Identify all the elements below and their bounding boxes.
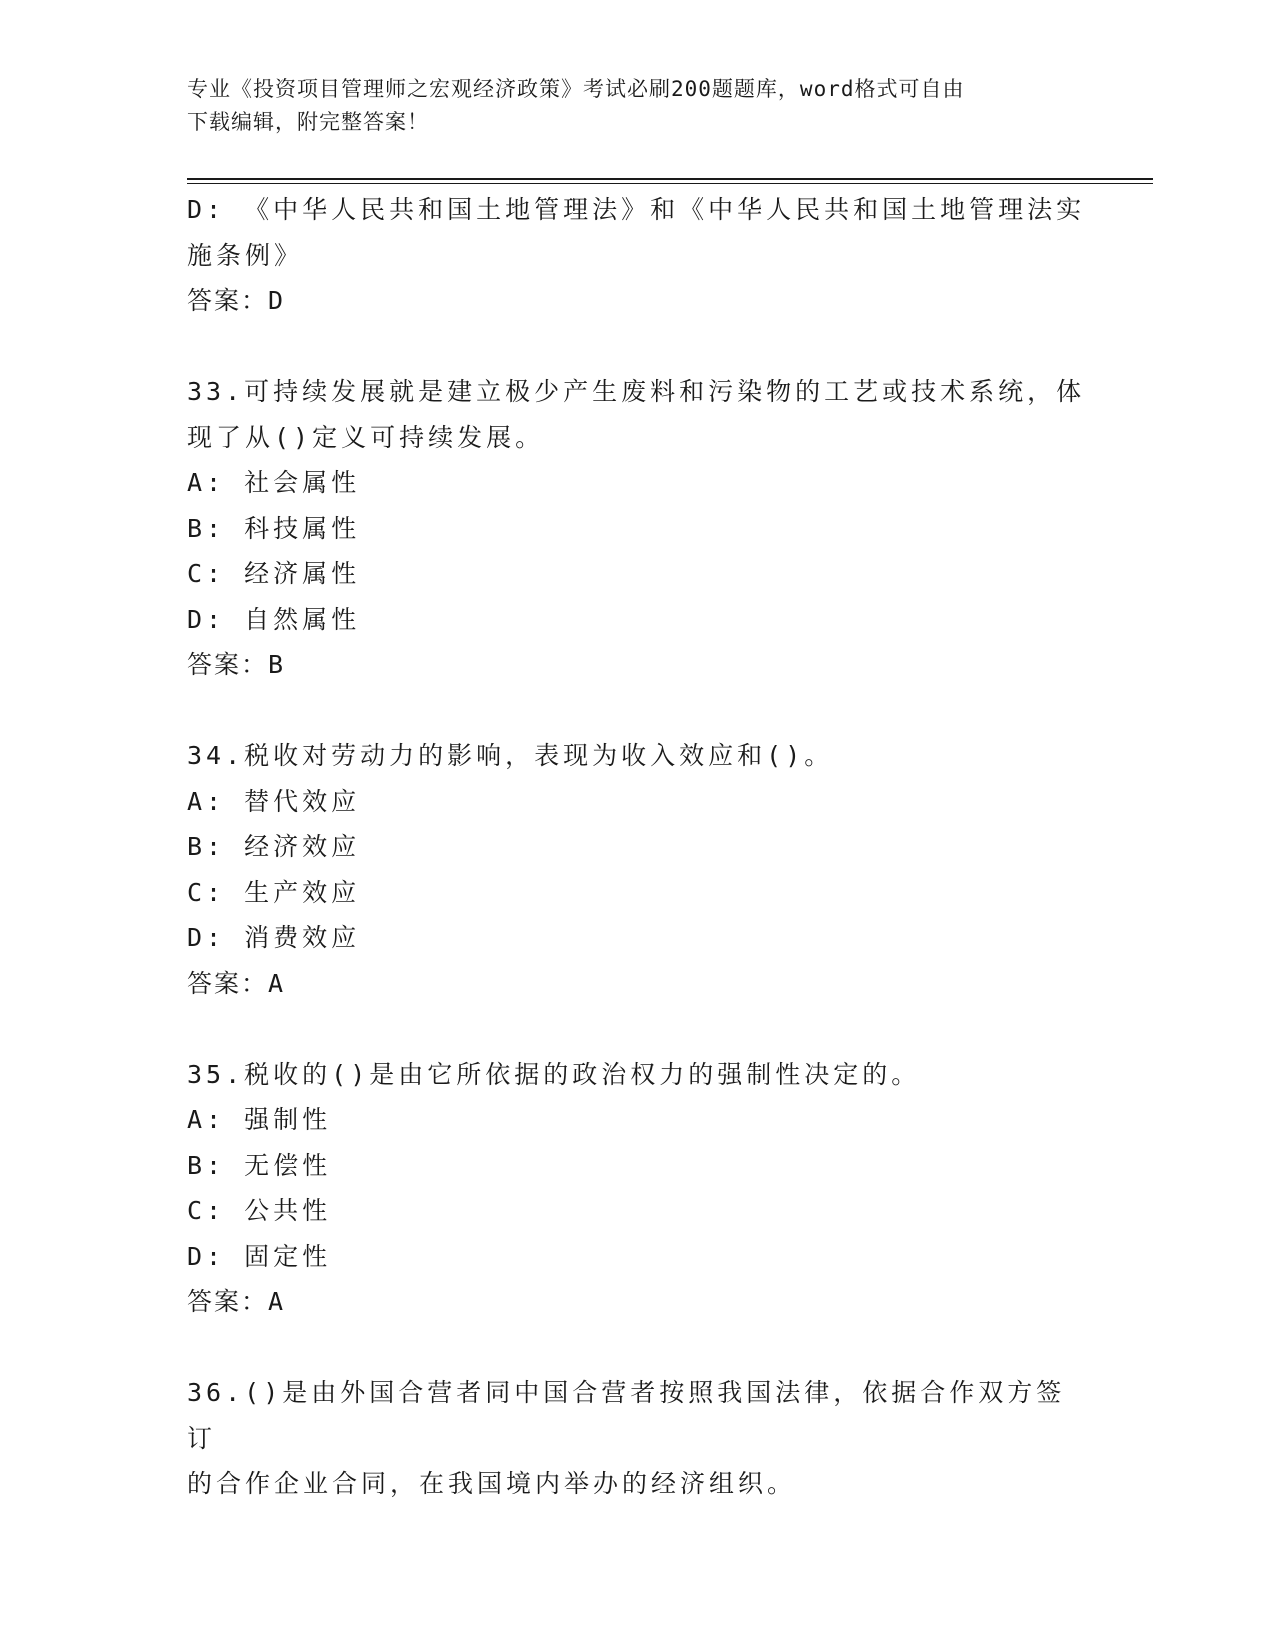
question-33: [187, 369, 1087, 688]
question-stem-continued: 的合作企业合同，在我国境内举办的经济组织。: [187, 1469, 797, 1498]
option-a: A: 强制性: [187, 1105, 332, 1134]
spacer: [187, 1325, 1087, 1371]
option-d: D: 固定性: [187, 1241, 332, 1271]
question-stem-continued: 现了从()定义可持续发展。: [187, 422, 545, 452]
header-title-line-2: 下载编辑，附完整答案！: [187, 110, 429, 134]
question-34: [187, 733, 1087, 1006]
option-d: D: 《中华人民共和国土地管理法》和《中华人民共和国土地管理法实: [187, 195, 1086, 224]
answer-line: 答案：A: [187, 968, 286, 998]
option-d: D: 消费效应: [187, 923, 361, 952]
option-b: B: 科技属性: [187, 513, 361, 543]
answer-line: 答案：D: [187, 286, 286, 315]
option-c: C: 生产效应: [187, 877, 361, 907]
option-c: C: 公共性: [187, 1196, 332, 1225]
spacer: [187, 324, 1087, 370]
option-b: B: 无偿性: [187, 1150, 332, 1180]
option-a: A: 替代效应: [187, 786, 361, 816]
header-divider-thin: [187, 183, 1153, 184]
option-b: B: 经济效应: [187, 832, 361, 861]
document-header: [187, 73, 1067, 139]
option-d-continued: 施条例》: [187, 240, 304, 270]
question-stem: 33.可持续发展就是建立极少产生废料和污染物的工艺或技术系统，体: [187, 377, 1086, 406]
spacer: [187, 688, 1087, 734]
question-stem: 36.()是由外国合营者同中国合营者按照我国法律，依据合作双方签订: [187, 1378, 1066, 1453]
question-36: [187, 1370, 1087, 1507]
header-title-line-1: 专业《投资项目管理师之宏观经济政策》考试必刷200题题库，word格式可自由: [187, 77, 965, 101]
question-stem: 34.税收对劳动力的影响，表现为收入效应和()。: [187, 741, 834, 770]
question-32-continuation: [187, 187, 1087, 324]
option-a: A: 社会属性: [187, 468, 361, 497]
option-d: D: 自然属性: [187, 604, 361, 634]
question-stem: 35.税收的()是由它所依据的政治权力的强制性决定的。: [187, 1059, 921, 1089]
answer-line: 答案：A: [187, 1287, 286, 1316]
answer-line: 答案：B: [187, 650, 286, 679]
question-list: [187, 187, 1087, 1507]
question-35: [187, 1052, 1087, 1325]
option-c: C: 经济属性: [187, 559, 361, 588]
spacer: [187, 1006, 1087, 1052]
header-divider-thick: [187, 178, 1153, 180]
